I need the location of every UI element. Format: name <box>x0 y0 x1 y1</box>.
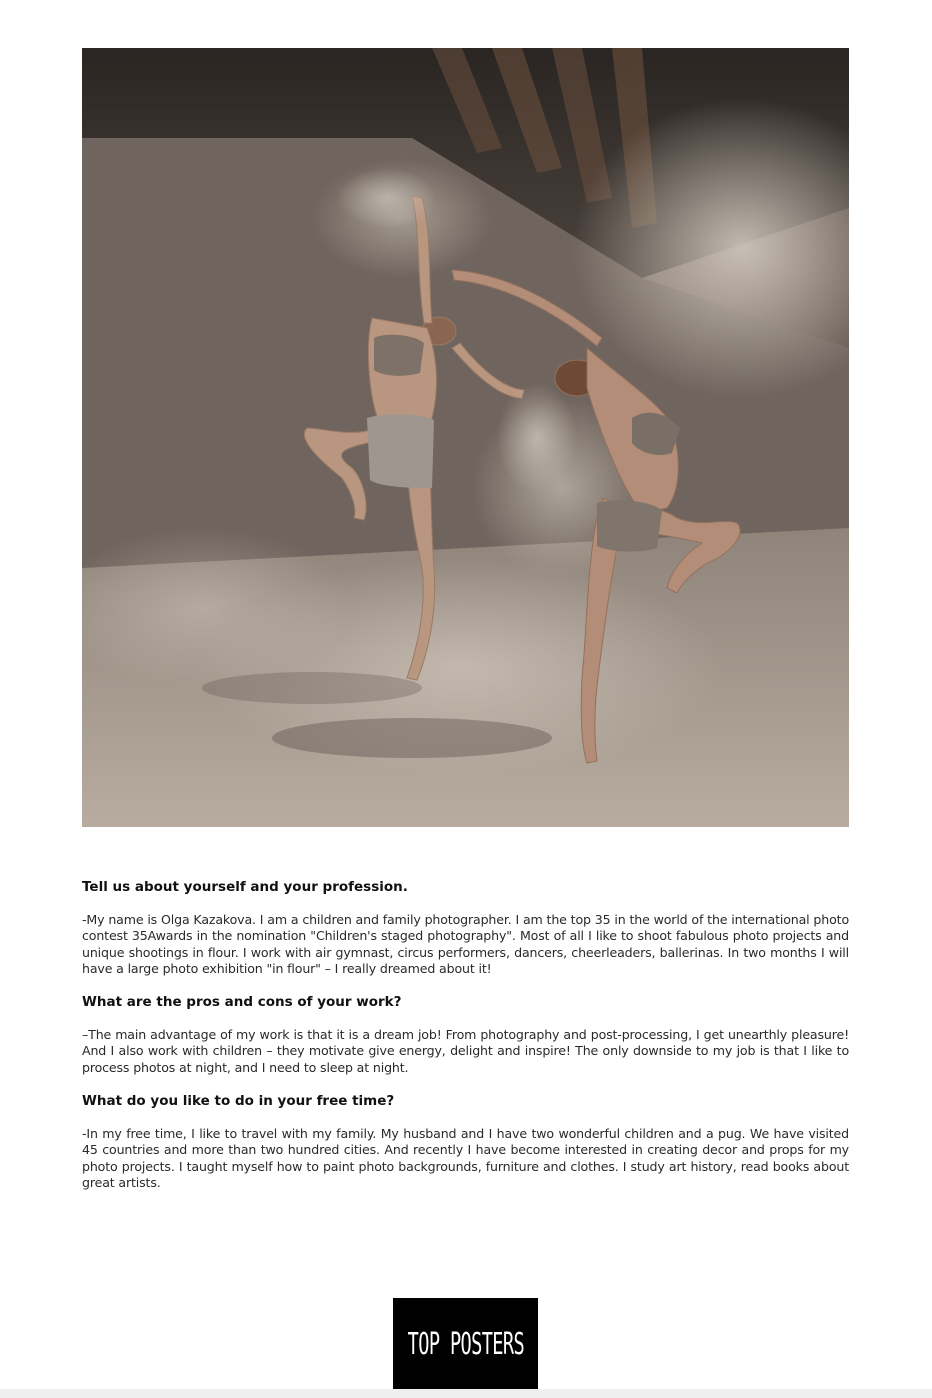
answer-paragraph: –The main advantage of my work is that it is a dream job! From photography and post-processing, I get unearthly pleasure! And I also work with children – they motivate give energy, delight and inspire! The only downside to my job is that I like to process photos at night, and I need to sleep at night. <box>82 1027 849 1075</box>
question-heading: What do you like to do in your free time? <box>82 1093 395 1110</box>
question-heading: Tell us about yourself and your profession. <box>82 879 408 895</box>
logo-text: TOP POSTERS <box>407 1326 524 1362</box>
page-bottom-divider <box>0 1389 932 1398</box>
article-photo <box>82 48 849 827</box>
top-posters-logo[interactable] <box>393 1298 538 1390</box>
answer-paragraph: -In my free time, I like to travel with my family. My husband and I have two wonderful children and a pug. We have visited 45 countries and more than two hundred cities. And recently I have become interested in creating decor and props for my photo projects. I taught myself how to paint photo backgrounds, furniture and clothes. I study art history, read books about great artists. <box>82 1126 849 1190</box>
article-body <box>82 878 849 1207</box>
question-heading: What are the pros and cons of your work? <box>82 994 402 1011</box>
answer-paragraph: -My name is Olga Kazakova. I am a children and family photographer. I am the top 35 in the world of the international photo contest 35Awards in the nomination "Children's staged photography". Most of all I like to shoot fabulous photo projects and unique shootings in flour. I work with air gymnast, circus performers, dancers, cheerleaders, ballerinas. In two months I will have a large photo exhibition "in flour" – I really dreamed about it! <box>82 912 849 976</box>
dancers-in-flour-illustration <box>82 48 849 827</box>
